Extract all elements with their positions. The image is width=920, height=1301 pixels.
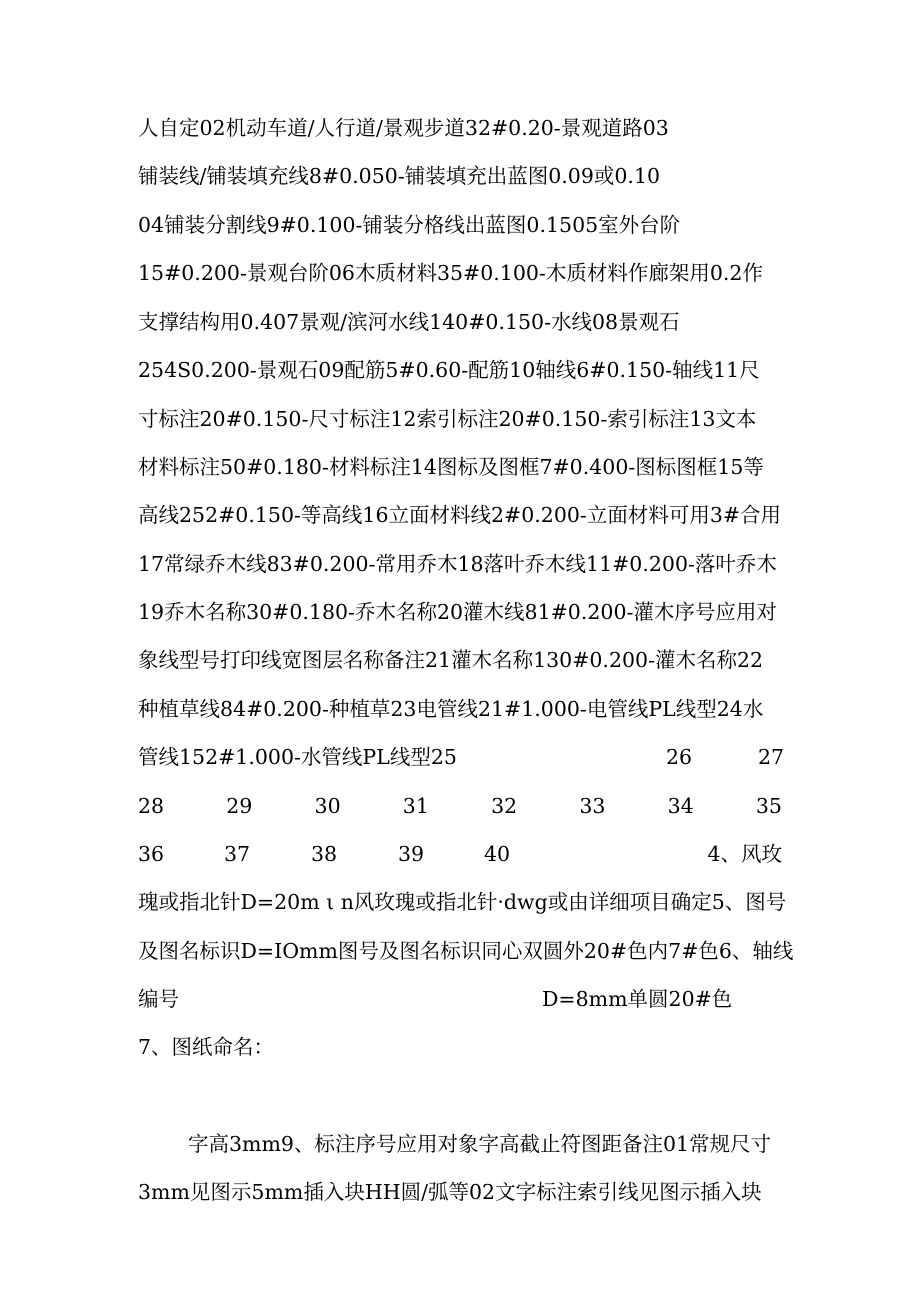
text-line	[188, 1130, 782, 1158]
text-line	[138, 405, 782, 433]
text-line-content: 4、风玫	[707, 842, 782, 866]
text-line	[138, 501, 782, 529]
text-line-content: D=8mm单圆20#色	[542, 987, 733, 1011]
row-number: 35	[755, 794, 782, 818]
text-line	[138, 453, 782, 481]
text-line	[138, 743, 785, 771]
section-heading	[138, 1033, 782, 1061]
row-number: 26	[666, 745, 693, 769]
text-line	[138, 308, 782, 336]
text-line	[138, 695, 782, 723]
row-number: 36	[138, 842, 165, 866]
row-number: 37	[224, 842, 251, 866]
row-number: 28	[138, 794, 165, 818]
text-line-content: 编号	[138, 987, 179, 1011]
text-line	[138, 211, 782, 239]
text-line-content: 人自定02机动车道/人行道/景观步道32#0.20-景观道路03	[138, 116, 669, 140]
text-line-content: 瑰或指北针D=20m ι n风玫瑰或指北针·dwg或由详细项目确定5、图号	[138, 890, 787, 914]
text-line-content: 种植草线84#0.200-种植草23电管线21#1.000-电管线PL线型24水	[138, 697, 764, 721]
text-line	[138, 985, 782, 1013]
number-row	[138, 840, 782, 868]
text-line-content: 字高3mm9、标注序号应用对象字高截止符图距备注01常规尺寸	[188, 1132, 772, 1156]
row-number: 38	[311, 842, 338, 866]
text-line	[138, 356, 782, 384]
text-line	[138, 646, 782, 674]
number-row	[138, 792, 782, 820]
heading-text: 7、图纸命名：	[138, 1035, 275, 1059]
text-line	[138, 550, 782, 578]
text-line-content: 15#0.200-景观台阶06木质材料35#0.100-木质材料作廊架用0.2作	[138, 261, 763, 285]
text-line-content: 04铺装分割线9#0.100-铺装分格线出蓝图0.1505室外台阶	[138, 213, 681, 237]
text-line-content: 254S0.200-景观石09配筋5#0.60-配筋10轴线6#0.150-轴线11尺	[138, 358, 760, 382]
row-number: 33	[579, 794, 606, 818]
row-number: 34	[667, 794, 694, 818]
row-number: 29	[226, 794, 253, 818]
text-line-content: 象线型号打印线宽图层名称备注21灌木名称130#0.200-灌木名称22	[138, 648, 764, 672]
row-number: 39	[398, 842, 425, 866]
row-number: 30	[314, 794, 341, 818]
text-line	[138, 259, 782, 287]
text-line-content: 管线152#1.000-水管线PL线型25	[138, 745, 457, 769]
text-line-content: 寸标注20#0.150-尺寸标注12索引标注20#0.150-索引标注13文本	[138, 407, 757, 431]
text-line	[138, 162, 782, 190]
text-line-content: 铺装线/铺装填充线8#0.050-铺装填充出蓝图0.09或0.10	[138, 164, 661, 188]
row-number: 32	[491, 794, 518, 818]
row-number: 27	[758, 745, 785, 769]
text-line	[138, 937, 794, 965]
row-number: 31	[402, 794, 429, 818]
text-line-content: 及图名标识D=IOmm图号及图名标识同心双圆外20#色内7#色6、轴线	[138, 939, 794, 963]
text-line-content: 高线252#0.150-等高线16立面材料线2#0.200-立面材料可用3#合用	[138, 503, 782, 527]
text-line	[138, 114, 782, 142]
text-line-content: 3mm见图示5mm插入块HH圆/弧等02文字标注索引线见图示插入块	[138, 1180, 762, 1204]
text-line	[138, 598, 782, 626]
text-line-content: 支撑结构用0.407景观/滨河水线140#0.150-水线08景观石	[138, 310, 680, 334]
text-line	[138, 1178, 782, 1206]
text-line-content: 19乔木名称30#0.180-乔木名称20灌木线81#0.200-灌木序号应用对	[138, 600, 777, 624]
text-line-content: 17常绿乔木线83#0.200-常用乔木18落叶乔木线11#0.200-落叶乔木	[138, 552, 777, 576]
text-line	[138, 888, 787, 916]
text-line-content: 材料标注50#0.180-材料标注14图标及图框7#0.400-图标图框15等	[138, 455, 764, 479]
row-number: 40	[484, 842, 511, 866]
